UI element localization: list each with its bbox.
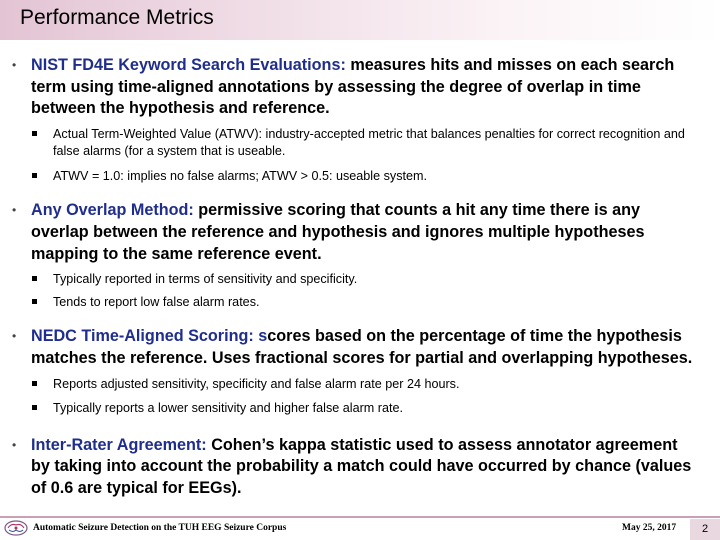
square-bullet-icon [32,173,37,178]
bullet-nist [0,55,720,120]
sub-bullet-text: Typically reported in terms of sensitivity and specificity. [53,272,358,287]
page-number: 2 [701,523,709,535]
bullet-text: cores based on the percentage of time the hypothesis matches the reference. Uses fractional scores for partial and overlapping hypotheses. [31,327,693,367]
bullet-keyword: NEDC Time-Aligned Scoring: s [31,327,268,346]
footer-rule [0,516,720,518]
sub-bullet-text: ATWV = 1.0: implies no false alarms; ATWV > 0.5: useable system. [53,169,427,184]
square-bullet-icon [32,276,37,281]
slide-content [0,55,720,500]
title-bar [0,0,720,40]
bullet-dot-icon: • [12,203,17,218]
bullet-dot-icon: • [12,329,17,344]
sub-bullet [0,376,720,393]
square-bullet-icon [32,381,37,386]
square-bullet-icon [32,405,37,410]
bullet-text: measures hits and misses on each search term using time-aligned annotations by assessing the degree of overlap in time between the hypothesis and reference. [31,56,675,118]
bullet-any-overlap [0,200,720,265]
page-number-box [690,519,720,540]
bullet-nedc [0,326,720,369]
bullet-dot-icon: • [12,58,17,72]
sub-bullet-text: Actual Term-Weighted Value (ATWV): industry-accepted metric that balances penalties for correct recognition and false alarms (for a system that is useable. [53,127,685,159]
sub-bullet [0,400,720,417]
sub-bullet [0,271,720,288]
slide-title: Performance Metrics [20,6,214,29]
bullet-text: Cohen’s kappa statistic used to assess annotator agreement by taking into account the probability a match could have occurred by chance (values of 0.6 are typical for EEGs). [31,435,692,498]
square-bullet-icon [32,299,37,304]
sub-bullet [0,294,720,311]
bullet-keyword: NIST FD4E Keyword Search Evaluations: [31,56,346,74]
bullet-dot-icon: • [12,437,17,452]
brain-logo-icon [3,519,29,537]
sub-bullet [0,126,720,160]
bullet-text: permissive scoring that counts a hit any time there is any overlap between the reference and hypothesis and ignores multiple hypotheses mapping to the same reference event. [31,201,645,263]
footer-title: Automatic Seizure Detection on the TUH EEG Seizure Corpus [33,523,287,533]
sub-bullet-text: Typically reports a lower sensitivity and higher false alarm rate. [53,400,403,415]
footer-date: May 25, 2017 [622,523,677,533]
bullet-keyword: Any Overlap Method: [31,201,194,220]
sub-bullet-text: Tends to report low false alarm rates. [53,295,260,310]
sub-bullet [0,168,720,185]
bullet-keyword: Inter-Rater Agreement: [31,435,207,454]
sub-bullet-text: Reports adjusted sensitivity, specificity and false alarm rate per 24 hours. [53,376,460,391]
bullet-inter-rater [0,435,720,500]
square-bullet-icon [32,131,37,136]
